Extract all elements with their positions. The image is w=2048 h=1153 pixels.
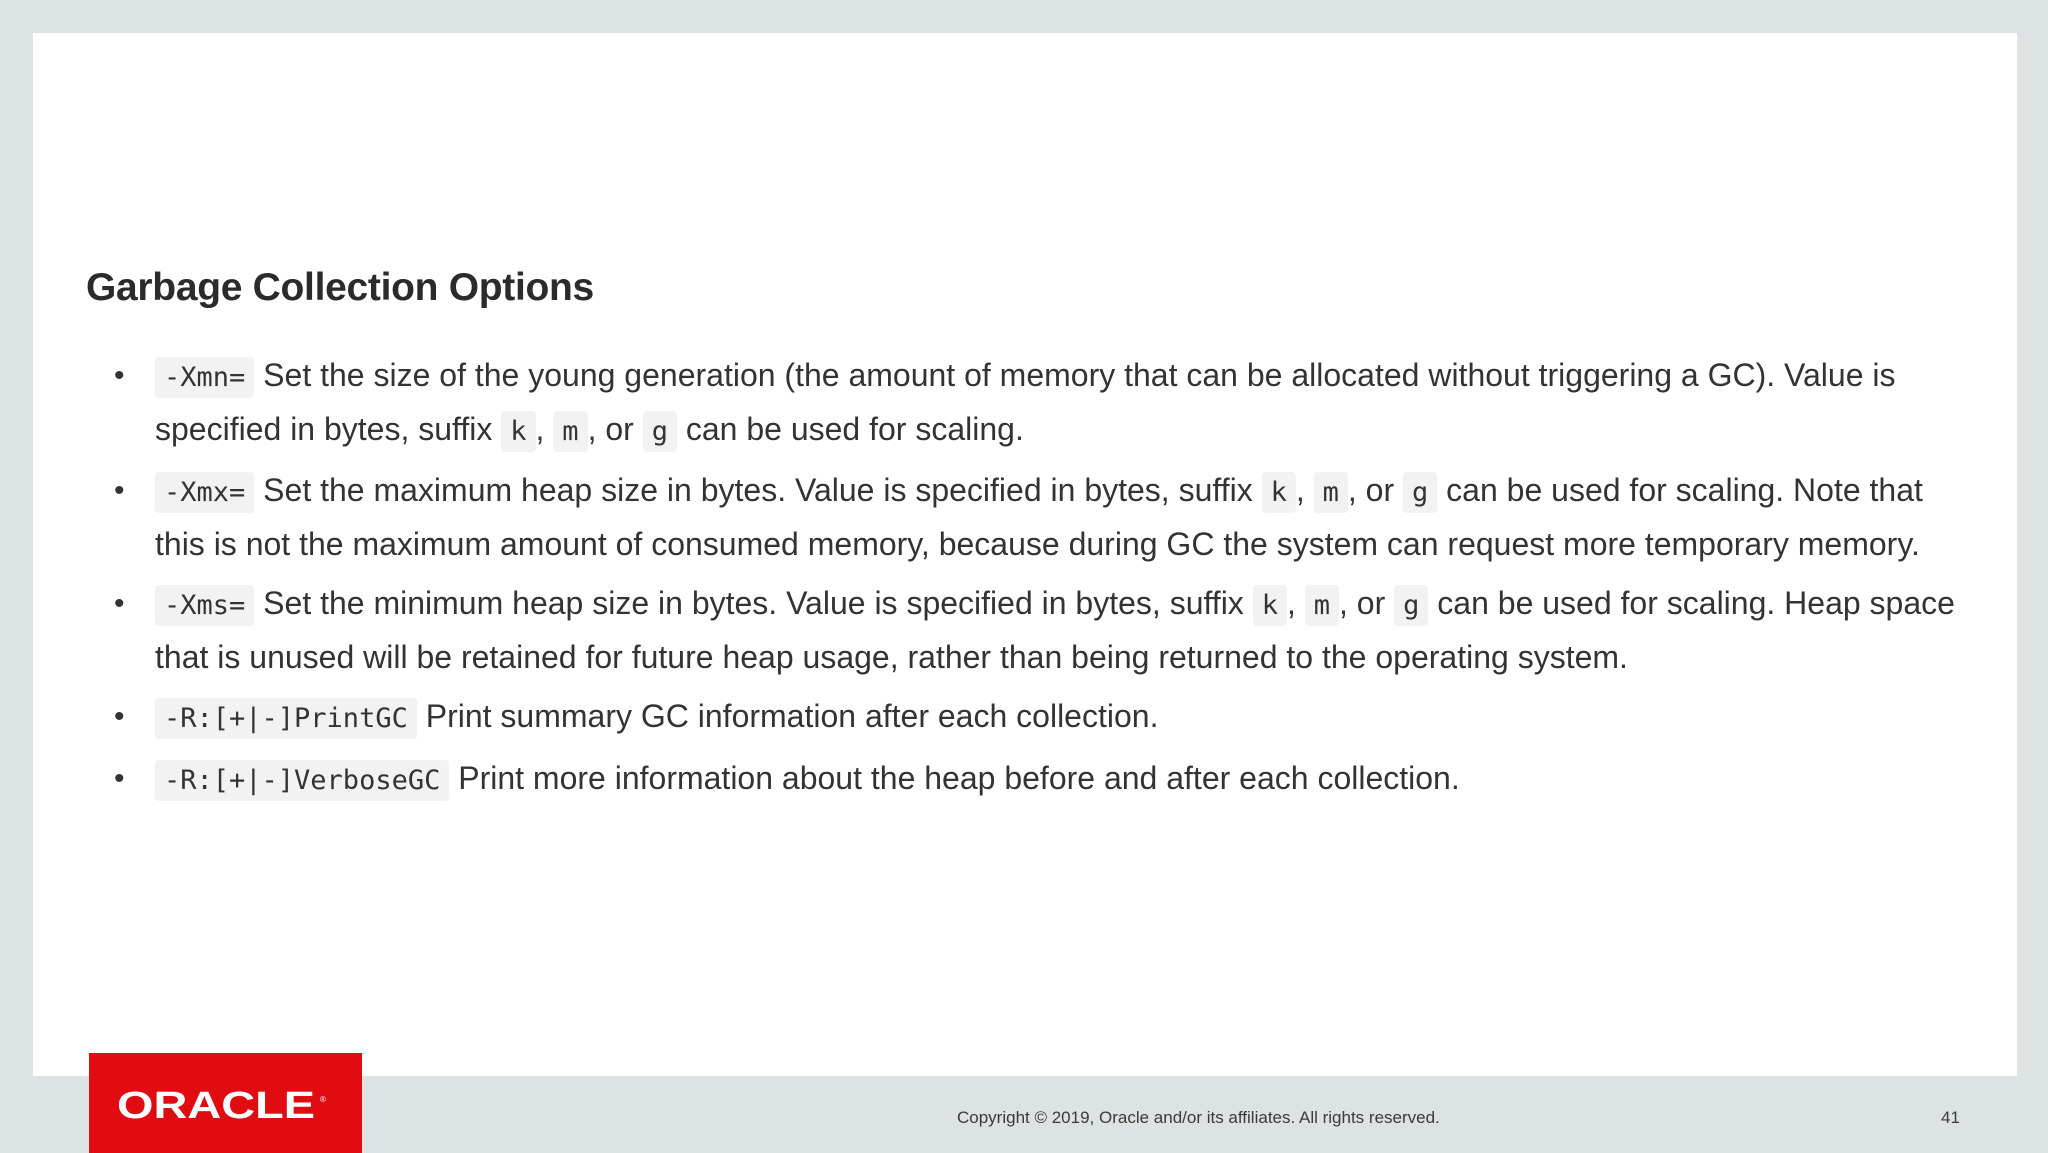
option-description: Print summary GC information after each collection. [416, 698, 1159, 734]
option-verbosegc [86, 753, 1976, 807]
option-description: can be used for scaling. Note that this is not the maximum amount of consumed memory, because during GC the system can request more temporary memory. [155, 472, 1923, 562]
options-list [86, 350, 1976, 814]
page-number: 41 [1941, 1108, 1960, 1127]
option-description: Print more information about the heap before and after each collection. [449, 759, 1460, 796]
option-description: can be used for scaling. [676, 410, 1024, 447]
separator: , or [587, 410, 643, 447]
flag-code: -Xms= [155, 585, 254, 626]
option-description: Set the maximum heap size in bytes. Value is specified in bytes, suffix [254, 472, 1262, 508]
separator: , [535, 410, 554, 447]
suffix-code: m [1314, 472, 1348, 513]
suffix-code: k [501, 411, 535, 452]
suffix-code: g [1394, 585, 1428, 626]
separator: , or [1339, 585, 1395, 621]
separator: , [1295, 472, 1314, 508]
oracle-logo [89, 1053, 362, 1153]
svg-text:®: ® [320, 1095, 326, 1104]
separator: , [1286, 585, 1305, 621]
suffix-code: k [1253, 585, 1287, 626]
slide-title: Garbage Collection Options [86, 266, 594, 309]
suffix-code: m [1305, 585, 1339, 626]
flag-code: -R:[+|-]PrintGC [155, 698, 417, 739]
option-description: can be used for scaling. Heap space that is unused will be retained for future heap usage, rather than being returned to the operating system. [155, 585, 1955, 675]
option-description: Set the minimum heap size in bytes. Value is specified in bytes, suffix [254, 585, 1253, 621]
copyright-text: Copyright © 2019, Oracle and/or its affiliates. All rights reserved. [957, 1108, 1440, 1127]
flag-code: -R:[+|-]VerboseGC [155, 760, 449, 801]
suffix-code: g [643, 411, 677, 452]
oracle-logo-wordmark: ORACLE [117, 1085, 315, 1127]
suffix-code: g [1403, 472, 1437, 513]
separator: , or [1347, 472, 1404, 508]
option-description: Set the size of the young generation (the amount of memory that can be allocated without triggering a GC). Value is specified in bytes, suffix [155, 357, 1896, 447]
option-xmx [86, 465, 1976, 570]
flag-code: -Xmn= [155, 357, 254, 398]
option-printgc [86, 691, 1976, 745]
option-xms [86, 578, 1976, 683]
option-xmn [86, 350, 1976, 457]
suffix-code: m [553, 411, 587, 452]
suffix-code: k [1262, 472, 1296, 513]
flag-code: -Xmx= [155, 472, 254, 513]
